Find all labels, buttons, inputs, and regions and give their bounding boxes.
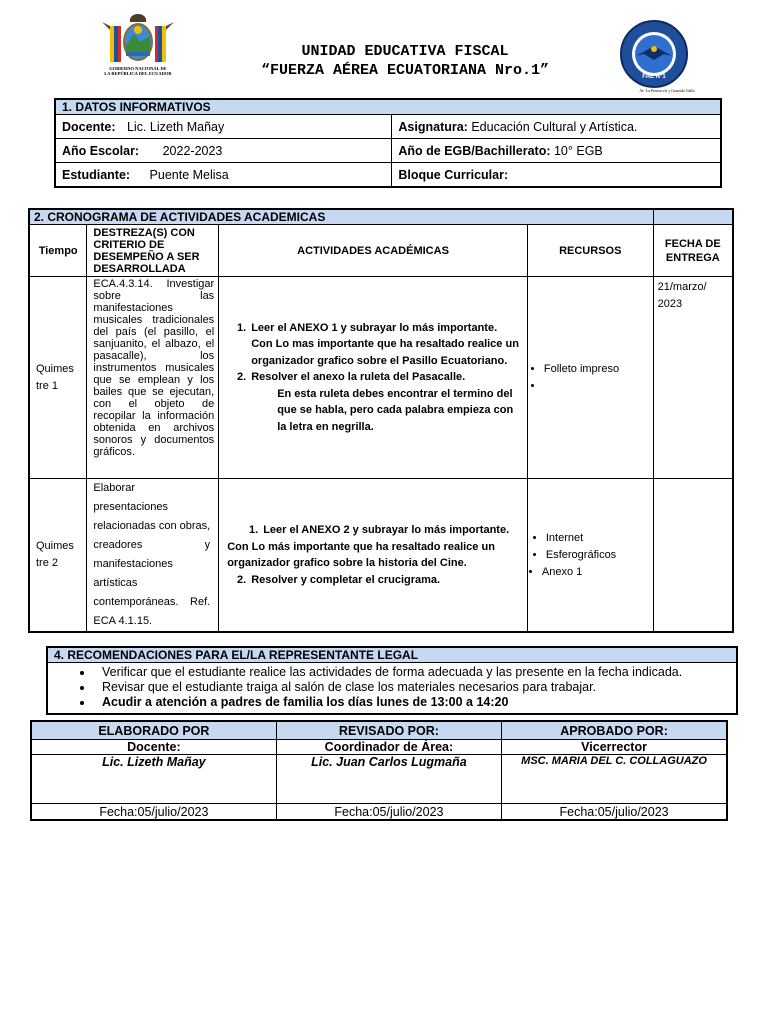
- row1-fecha: 21/marzo/ 2023: [653, 277, 733, 479]
- firmas-table: [30, 720, 728, 821]
- revisado-header: REVISADO POR:: [276, 721, 501, 740]
- row2-activity-1-detail: Con Lo más importante que ha resaltado realice un organizador grafico sobre la historia del Cine.: [227, 540, 495, 569]
- elaborado-role: Docente:: [31, 740, 276, 755]
- col-recursos: RECURSOS: [527, 225, 653, 277]
- estudiante-value: Puente Melisa: [149, 167, 229, 182]
- elaborado-date: Fecha:05/julio/2023: [31, 804, 276, 821]
- datos-informativos-table: [54, 98, 722, 188]
- asignatura-label: Asignatura:: [398, 119, 468, 134]
- row1-activity-1: [249, 320, 523, 370]
- bloque-cell: [392, 163, 721, 188]
- revisado-date: Fecha:05/julio/2023: [276, 804, 501, 821]
- recomendacion-2: • Revisar que el estudiante traiga al salón de clase los materiales necesarios para trabajar.: [94, 680, 736, 695]
- row2-tiempo-line2: tre 2: [36, 557, 59, 569]
- recomendacion-3: • Acudir a atención a padres de familia los días lunes de 13:00 a 14:20: [94, 695, 736, 710]
- section1-heading: 1. DATOS INFORMATIVOS: [55, 99, 721, 115]
- row2-tiempo-line1: Quimes: [36, 540, 74, 552]
- row2-recursos: [527, 479, 653, 633]
- docente-label: Docente:: [62, 119, 116, 134]
- row2-activity-2: 2. Resolver y completar el crucigrama.: [249, 572, 523, 589]
- elaborado-name: Lic. Lizeth Mañay: [31, 755, 276, 804]
- row2-actividades: [219, 479, 528, 633]
- section4-heading: 4. RECOMENDACIONES PARA EL/LA REPRESENTANTE LEGAL: [47, 647, 737, 663]
- aprobado-role: Vicerrector: [502, 740, 727, 755]
- egb-value: 10° EGB: [553, 143, 603, 158]
- revisado-role: Coordinador de Área:: [276, 740, 501, 755]
- row1-tiempo-line1: Quimes: [36, 362, 74, 375]
- svg-text:FAE N°1: FAE N°1: [642, 74, 666, 80]
- row1-activity-2-detail: En esta ruleta debes encontrar el termino del que se habla, pero cada palabra empieza con la letra en negrilla.: [277, 387, 514, 433]
- aprobado-header: APROBADO POR:: [502, 721, 727, 740]
- col-fecha: FECHA DE ENTREGA: [653, 225, 733, 277]
- row2-recurso-1: • Internet: [546, 530, 653, 547]
- logo-caption: [96, 66, 180, 76]
- revisado-name: Lic. Juan Carlos Lugmaña: [276, 755, 501, 804]
- recomendaciones-table: [46, 646, 738, 715]
- anio-value: 2022-2023: [162, 143, 223, 158]
- row2-destreza: Elaborar presentaciones relacionadas con obras, creadores y manifestaciones artísticas contemporáneas. Ref. ECA 4.1.15.: [87, 479, 219, 633]
- egb-label: Año de EGB/Bachillerato:: [398, 143, 551, 158]
- cronograma-table: [28, 208, 734, 633]
- row2-recurso-2: • Esferográficos: [546, 547, 653, 564]
- school-title-line-1: UNIDAD EDUCATIVA FISCAL: [301, 43, 509, 60]
- address-credit: Av. La Prensa s/n y Gonzalo Gallo: [639, 88, 695, 93]
- row1-recurso-1: • Folleto impreso: [544, 361, 653, 378]
- aprobado-date: Fecha:05/julio/2023: [502, 804, 727, 821]
- elaborado-header: ELABORADO POR: [31, 721, 276, 740]
- row2-activity-1: [261, 522, 523, 539]
- estudiante-label: Estudiante:: [62, 167, 131, 182]
- anio-cell: [55, 139, 392, 163]
- school-title: [200, 42, 610, 80]
- col-tiempo: Tiempo: [29, 225, 87, 277]
- logo-caption-line-1: GOBIERNO NACIONAL DE: [109, 66, 167, 71]
- row1-activity-1-text: Leer el ANEXO 1 y subrayar lo más importante.: [251, 321, 498, 334]
- egb-cell: [392, 139, 721, 163]
- bloque-label: Bloque Curricular:: [398, 167, 509, 182]
- recomendaciones-body: [47, 663, 737, 715]
- row1-recurso-2: [544, 378, 653, 395]
- row2-activity-1-text: Leer el ANEXO 2 y subrayar lo más importante.: [263, 524, 510, 536]
- row2-tiempo: [29, 479, 87, 633]
- row1-tiempo-line2: tre 1: [36, 379, 59, 392]
- row2-fecha: [653, 479, 733, 633]
- row1-activity-1-detail: Con Lo mas importante que ha resaltado realice un organizador grafico sobre el Pasillo Ecuatoriano.: [251, 338, 519, 367]
- row1-actividades: [219, 277, 528, 479]
- docente-cell: [55, 115, 392, 139]
- docente-value: Lic. Lizeth Mañay: [126, 119, 225, 134]
- row1-activity-2: [249, 369, 523, 435]
- estudiante-cell: [55, 163, 392, 188]
- section2-heading: 2. CRONOGRAMA DE ACTIVIDADES ACADEMICAS: [29, 209, 653, 225]
- school-title-line-2: “FUERZA AÉREA ECUATORIANA Nro.1”: [260, 62, 550, 79]
- anio-label: Año Escolar:: [62, 143, 140, 158]
- section2-heading-blank: [653, 209, 733, 225]
- recomendacion-1: • Verificar que el estudiante realice las actividades de forma adecuada y las presente en la fecha indicada.: [94, 665, 736, 680]
- row1-destreza: ECA.4.3.14. Investigar sobre las manifestaciones musicales tradicionales del país (el pasillo, el sanjuanito, el albazo, el pasacalle), los instrumentos musicales que se emplean y los bailes que se ejecutan, con el objeto de recopilar la información obtenida en archivos sonoros y documentos gráficos.: [87, 277, 219, 479]
- school-emblem-logo: [620, 20, 688, 88]
- row1-activity-2-text: Resolver el anexo la ruleta del Pasacalle.: [251, 371, 466, 384]
- row2-recurso-3: • Anexo 1: [542, 564, 653, 581]
- row1-tiempo: [29, 277, 87, 479]
- logo-caption-line-2: LA REPÚBLICA DEL ECUADOR: [104, 71, 172, 76]
- asignatura-cell: [392, 115, 721, 139]
- row1-recursos: [527, 277, 653, 479]
- asignatura-value: Educación Cultural y Artística.: [471, 119, 638, 134]
- aprobado-name: MSC. MARIA DEL C. COLLAGUAZO: [502, 755, 727, 804]
- col-actividades: ACTIVIDADES ACADÉMICAS: [219, 225, 528, 277]
- col-destreza: DESTREZA(S) CON CRITERIO DE DESEMPEÑO A SER DESARROLLADA: [87, 225, 219, 277]
